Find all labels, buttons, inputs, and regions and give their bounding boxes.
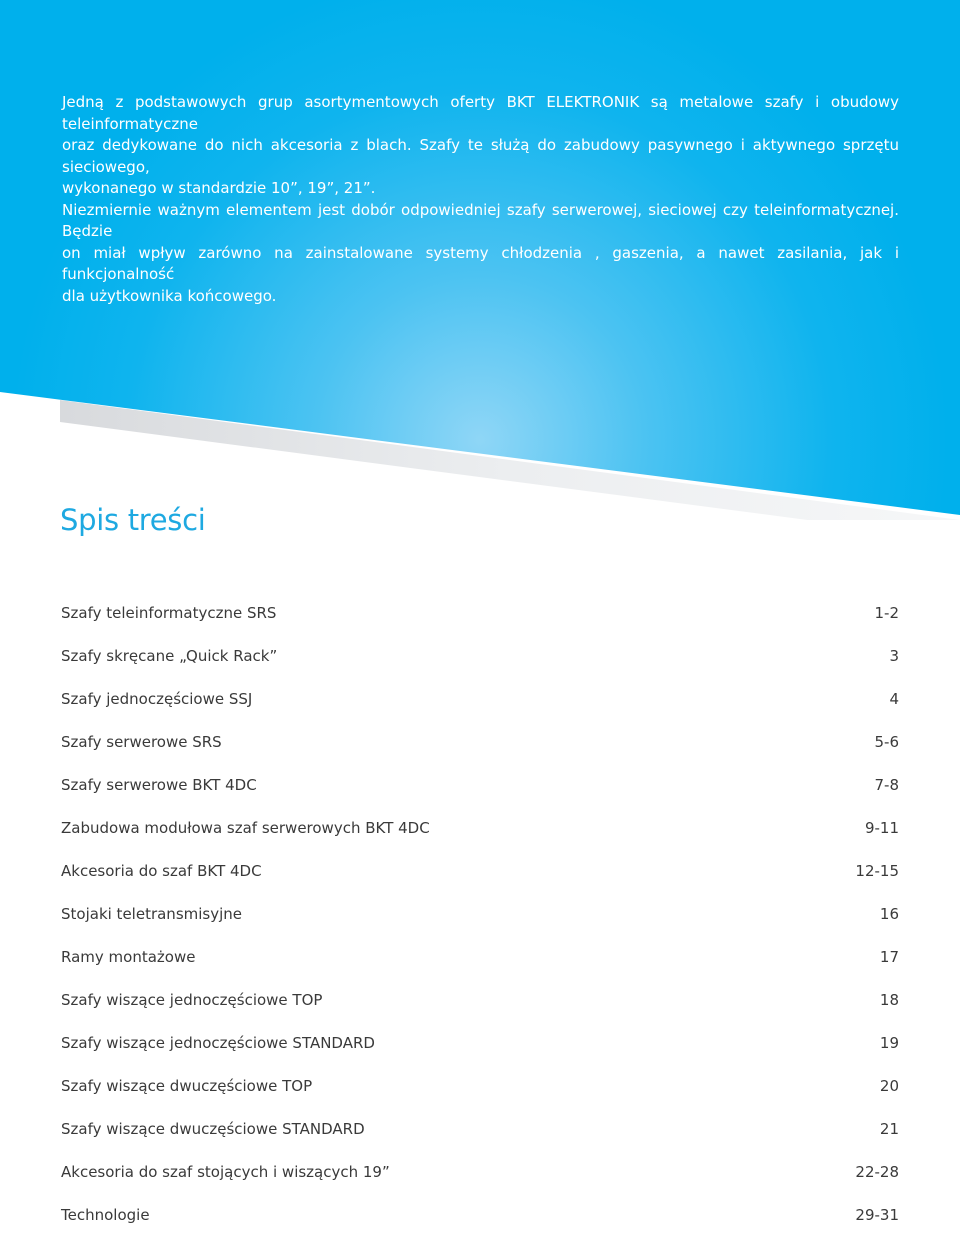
toc-item[interactable] [61,1026,899,1069]
toc-item[interactable] [61,639,899,682]
toc-item-pages: 19 [879,1034,899,1052]
toc-item-label: Szafy wiszące jednoczęściowe TOP [61,991,323,1009]
intro-paragraph-1 [62,92,899,200]
toc-item[interactable] [61,725,899,768]
intro-line: wykonanego w standardzie 10”, 19”, 21”. [62,179,376,197]
toc-item-label: Szafy jednoczęściowe SSJ [61,690,253,708]
toc-item-label: Szafy serwerowe BKT 4DC [61,776,257,794]
toc-item-label: Szafy skręcane „Quick Rack” [61,647,278,665]
toc-item-pages: 12-15 [855,862,899,880]
toc-item-pages: 29-31 [855,1206,899,1224]
toc-item[interactable] [61,682,899,725]
toc-item[interactable] [61,1198,899,1241]
toc-item-pages: 22-28 [855,1163,899,1181]
intro-line: on miał wpływ zarówno na zainstalowane systemy chłodzenia , gaszenia, a nawet zasilania, jak i funkcjonalność [62,243,899,283]
toc-item-label: Akcesoria do szaf stojących i wiszących 19” [61,1163,390,1181]
intro-line: Jedną z podstawowych grup asortymentowych oferty BKT ELEKTRONIK są metalowe szafy i obudowy teleinformatyczne [62,93,899,133]
toc-item-pages: 1-2 [874,604,899,622]
toc-title: Spis treści [60,503,206,537]
toc-item-pages: 5-6 [874,733,899,751]
toc-item-pages: 21 [879,1120,899,1138]
toc-item-pages: 9-11 [864,819,899,837]
toc-item[interactable] [61,1069,899,1112]
toc-item[interactable] [61,983,899,1026]
toc-item-pages: 18 [879,991,899,1009]
toc-item-label: Szafy wiszące dwuczęściowe STANDARD [61,1120,365,1138]
intro-line: Niezmiernie ważnym elementem jest dobór odpowiedniej szafy serwerowej, sieciowej czy teleinformatycznej. Będzie [62,200,899,240]
toc-item-label: Szafy wiszące dwuczęściowe TOP [61,1077,313,1095]
toc-item-label: Szafy serwerowe SRS [61,733,222,751]
toc-item-label: Zabudowa modułowa szaf serwerowych BKT 4DC [61,819,430,837]
toc-item[interactable] [61,940,899,983]
toc-item[interactable] [61,768,899,811]
toc-item-pages: 16 [879,905,899,923]
toc-item[interactable] [61,596,899,639]
intro-paragraph-2 [62,200,899,308]
toc-item-pages: 7-8 [874,776,899,794]
toc-item[interactable] [61,1112,899,1155]
toc-item-pages: 3 [889,647,899,665]
toc-item-label: Szafy teleinformatyczne SRS [61,604,277,622]
intro-text [62,92,899,307]
toc-item-label: Akcesoria do szaf BKT 4DC [61,862,262,880]
toc-list [61,596,899,1241]
intro-line: dla użytkownika końcowego. [62,286,277,305]
toc-item[interactable] [61,811,899,854]
toc-item-label: Stojaki teletransmisyjne [61,905,243,923]
toc-item[interactable] [61,1155,899,1198]
toc-item-label: Ramy montażowe [61,948,196,966]
toc-item-pages: 20 [879,1077,899,1095]
toc-item[interactable] [61,854,899,897]
toc-item-pages: 4 [889,690,899,708]
toc-item-pages: 17 [879,948,899,966]
intro-line: oraz dedykowane do nich akcesoria z blach. Szafy te służą do zabudowy pasywnego i aktywnego sprzętu sieciowego, [62,136,899,176]
toc-item-label: Szafy wiszące jednoczęściowe STANDARD [61,1034,375,1052]
toc-item[interactable] [61,897,899,940]
toc-item-label: Technologie [61,1206,150,1224]
